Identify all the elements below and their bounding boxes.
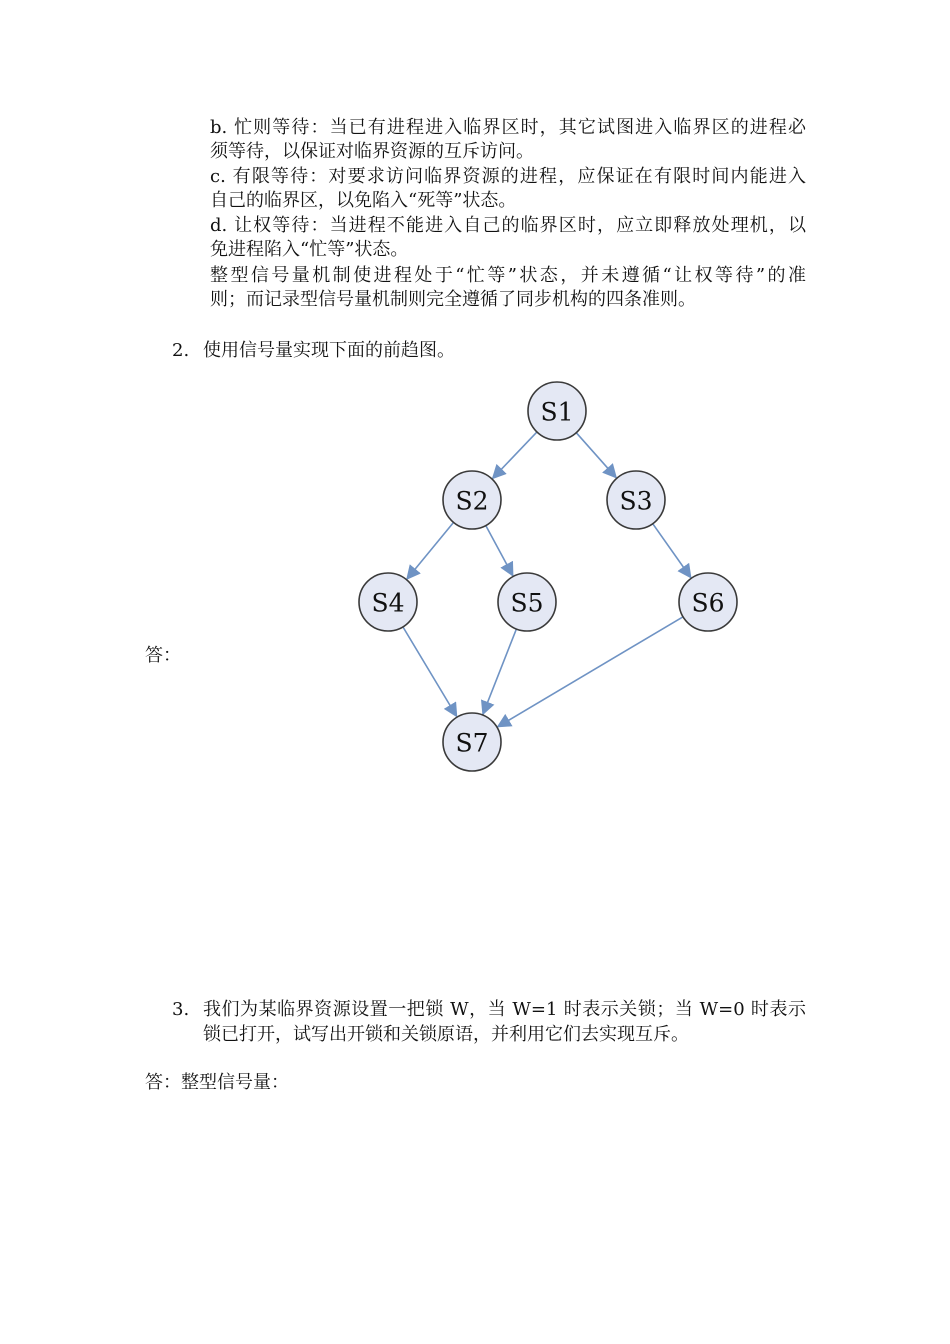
text-line-b: b. 忙则等待：当已有进程进入临界区时，其它试图进入临界区的进程必 [210,117,806,138]
node-s3 [607,471,665,529]
question-2-text: 使用信号量实现下面的前趋图。 [203,340,455,361]
node-label: S6 [691,588,725,618]
edge-s6-to-s7 [498,617,683,727]
node-label: S2 [455,486,489,516]
text-line-d: d. 让权等待：当进程不能进入自己的临界区时，应立即释放处理机，以 [210,215,806,236]
edge-s2-to-s4 [407,522,453,578]
edge-s1-to-s2 [493,432,537,478]
node-label: S3 [619,486,653,516]
edge-s5-to-s7 [483,629,516,714]
node-label: S7 [455,728,489,758]
edge-s1-to-s3 [576,433,616,478]
text-line-c: c. 有限等待：对要求访问临界资源的进程，应保证在有限时间内能进入 [210,166,806,187]
edge-s2-to-s5 [486,526,513,576]
question-2-answer-label: 答： [145,645,181,666]
question-3-number: 3. [172,999,190,1020]
text-line-c-cont: 自己的临界区，以免陷入“死等”状态。 [210,190,517,211]
node-s2 [443,471,501,529]
text-line-d-cont: 免进程陷入“忙等”状态。 [210,239,409,260]
node-s6 [679,573,737,631]
node-s7 [443,713,501,771]
question-2-number: 2. [172,340,190,361]
edge-s3-to-s6 [653,524,691,578]
text-line-summary: 整型信号量机制使进程处于“忙等”状态，并未遵循“让权等待”的准 [210,265,806,286]
text-line-b-cont: 须等待，以保证对临界资源的互斥访问。 [210,141,534,162]
node-s5 [498,573,556,631]
edge-s4-to-s7 [403,627,457,716]
node-label: S4 [371,588,405,618]
text-line-summary-cont: 则；而记录型信号量机制则完全遵循了同步机构的四条准则。 [210,289,696,310]
node-s4 [359,573,417,631]
node-label: S1 [540,397,574,427]
question-3-answer: 答：整型信号量： [145,1072,289,1093]
question-3-line-2: 锁已打开，试写出开锁和关锁原语，并利用它们去实现互斥。 [203,1024,689,1045]
node-label: S5 [510,588,544,618]
question-3-line-1: 我们为某临界资源设置一把锁 W，当 W=1 时表示关锁；当 W=0 时表示 [203,999,806,1020]
node-s1 [528,382,586,440]
